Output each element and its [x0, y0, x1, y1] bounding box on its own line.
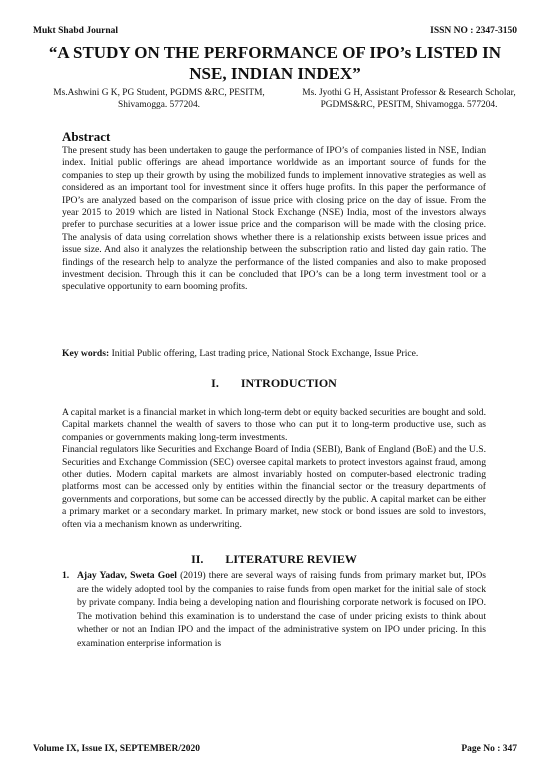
keywords-text: Initial Public offering, Last trading price, National Stock Exchange, Issue Price. — [111, 348, 419, 359]
section-number: I. — [211, 376, 219, 390]
intro-paragraph-2: Financial regulators like Securities and Exchange Board of India (SEBI), Bank of England (BoE) and the U.S. Securities and Exchange Commission (SEC) oversee capital markets to protect investors against fraud, among other duties. Modern capital markets are almost invariably hosted on computer-based electronic trading platforms most can be accessed only by entities within the financial sector or the treasury departments of governments and corporations, but some can be accessed directly by the public. A capital market can be either a primary market or a secondary market. In primary market, new stock or bond issues are sold to investors, often via a mechanism known as underwriting. — [62, 444, 486, 530]
author-right: Ms. Jyothi G H, Assistant Professor & Research Scholar, PGDMS&RC, PESITM, Shivamogga. 577204. — [302, 88, 516, 110]
section-heading-introduction — [62, 376, 486, 391]
keywords-label: Key words: — [62, 348, 110, 359]
literature-item-text — [77, 569, 486, 651]
footer-volume: Volume IX, Issue IX, SEPTEMBER/2020 — [33, 744, 200, 754]
footer-page-number: Page No : 347 — [461, 744, 517, 754]
author-left: Ms.Ashwini G K, PG Student, PGDMS &RC, PESITM, Shivamogga. 577204. — [53, 88, 265, 110]
intro-paragraph-1: A capital market is a financial market in which long-term debt or equity backed securities are bought and sold. Capital markets channel the wealth of savers to those who can put it to long-term productive use, such as companies or governments making long-term investments. — [62, 407, 486, 443]
introduction-body — [62, 407, 486, 531]
section-number: II. — [191, 552, 204, 566]
abstract-heading: Abstract — [62, 129, 111, 144]
list-item-number: 1. — [62, 570, 70, 581]
literature-item-body: (2019) there are several ways of raising funds from primary market but, IPOs are the widely adopted tool by the companies to raise funds from open market for the initial sale of stock by private company. India being a developing nation and flourishing corporate network is focused on IPO. The motivation behind this examination is to understand the case of under pricing exists to think about whether or not an Indian IPO and the impact of the administrative system on IPO under pricing. In this examination enterprise information is — [77, 570, 486, 649]
keywords — [62, 348, 486, 360]
literature-item-authors: Ajay Yadav, Sweta Goel — [77, 570, 177, 581]
section-title: INTRODUCTION — [240, 376, 337, 390]
paper-title: “A STUDY ON THE PERFORMANCE OF IPO’s LISTED IN NSE, INDIAN INDEX” — [48, 43, 502, 83]
abstract-body: The present study has been undertaken to gauge the performance of IPO’s of companies listed in NSE, Indian index. Initial public offerings are ahead importance worldwide as an important source of funds for the companies to step up their growth by using the mobilized funds to implement innovative strategies as well as considered as an important tool for investment since it offers huge profits. In this paper the performance of IPO’s are analyzed based on the comparison of issue price with closing price on the day of issue. From the year 2015 to 2019 which are listed in National Stock Exchange (NSE) India, most of the investors always prefer to purchase securities at a lower issue price and the comparison will be made with the closing price. The analysis of data using correlation shows whether there is a relationship exists between issue prices and issue size. And also it analyzes the relationship between the subscription ratio and listed day gain ratio. The findings of the research help to analyze the performance of the listed companies and also to make proposed investment decision. Through this it can be concluded that IPO’s can be a long term investment tool or a speculative opportunity to earn booming profits. — [62, 145, 486, 293]
section-title: LITERATURE REVIEW — [225, 552, 357, 566]
issn-number: ISSN NO : 2347-3150 — [430, 26, 517, 36]
section-heading-literature-review — [62, 552, 486, 567]
journal-name: Mukt Shabd Journal — [33, 26, 119, 36]
literature-item — [62, 569, 486, 651]
